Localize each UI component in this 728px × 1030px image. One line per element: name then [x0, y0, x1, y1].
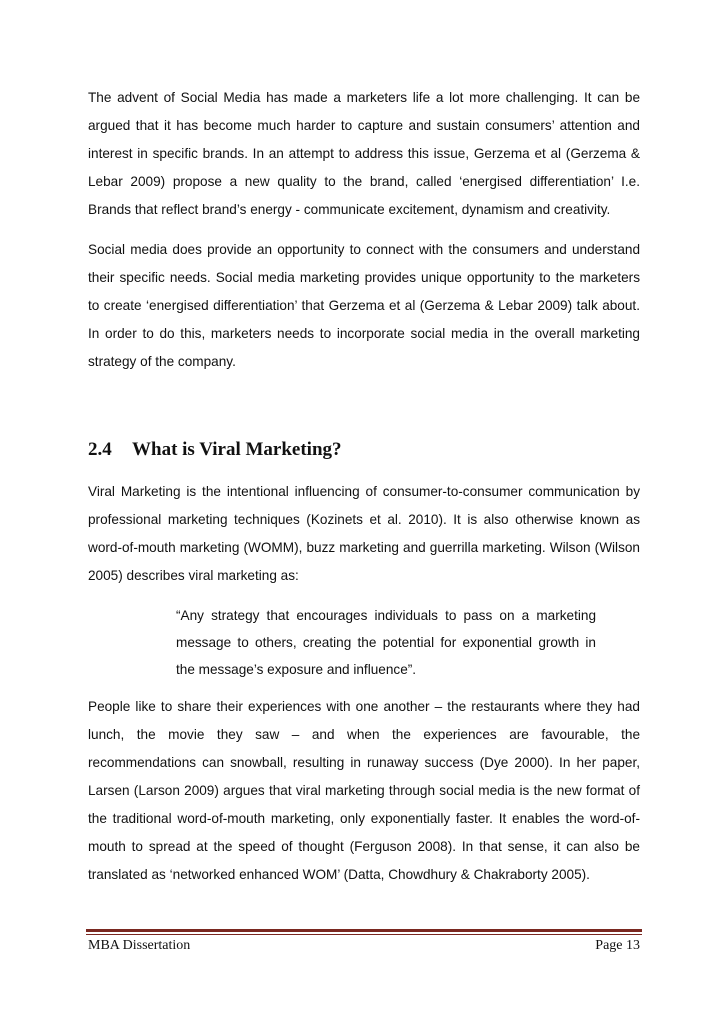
paragraph-viral-definition: Viral Marketing is the intentional influencing of consumer-to-consumer communication by professional marketing techniques (Kozinets et al. 2010). It is also otherwise known as word-of-mouth marketing (WOMM), buzz marketing and guerrilla marketing. Wilson (Wilson 2005) describes viral marketing as:: [88, 484, 640, 583]
section-number: 2.4: [88, 439, 112, 460]
page-number: Page 13: [595, 938, 640, 953]
block-quote: [176, 602, 596, 683]
paragraph-social-media-challenge: The advent of Social Media has made a marketers life a lot more challenging. It can be argued that it has become much harder to capture and sustain consumers’ attention and interest in specific brands. In an attempt to address this issue, Gerzema et al (Gerzema & Lebar 2009) propose a new quality to the brand, called ‘energised differentiation’ I.e. Brands that reflect brand’s energy - communicate excitement, dynamism and creativity.: [88, 90, 640, 217]
page-footer: [88, 938, 640, 954]
paragraph-social-media-opportunity: Social media does provide an opportunity to connect with the consumers and understand their specific needs. Social media marketing provides unique opportunity to the marketers to create ‘energised differentiation’ that Gerzema et al (Gerzema & Lebar 2009) talk about. In order to do this, marketers needs to incorporate social media in the overall marketing strategy of the company.: [88, 242, 640, 369]
footer-rule: [86, 929, 642, 932]
quote-line: the message’s exposure and influence”.: [176, 662, 417, 677]
footer-rule-thin: [86, 934, 642, 935]
quote-line: message to others, creating the potential for exponential growth in: [176, 635, 596, 650]
page-body: [88, 84, 640, 901]
footer-title: MBA Dissertation: [88, 938, 191, 953]
section-title: What is Viral Marketing?: [132, 439, 342, 460]
paragraph-word-of-mouth: People like to share their experiences with one another – the restaurants where they had lunch, the movie they saw – and when the experiences are favourable, the recommendations can snowball, resulting in runaway success (Dye 2000). In her paper, Larsen (Larson 2009) argues that viral marketing through social media is the new format of the traditional word-of-mouth marketing, only exponentially faster. It enables the word-of-mouth to spread at the speed of thought (Ferguson 2008). In that sense, it can also be translated as ‘networked enhanced WOM’ (Datta, Chowdhury & Chakraborty 2005).: [88, 699, 640, 882]
quote-line: “Any strategy that encourages individuals to pass on a marketing: [176, 608, 596, 623]
section-heading: [88, 438, 640, 462]
